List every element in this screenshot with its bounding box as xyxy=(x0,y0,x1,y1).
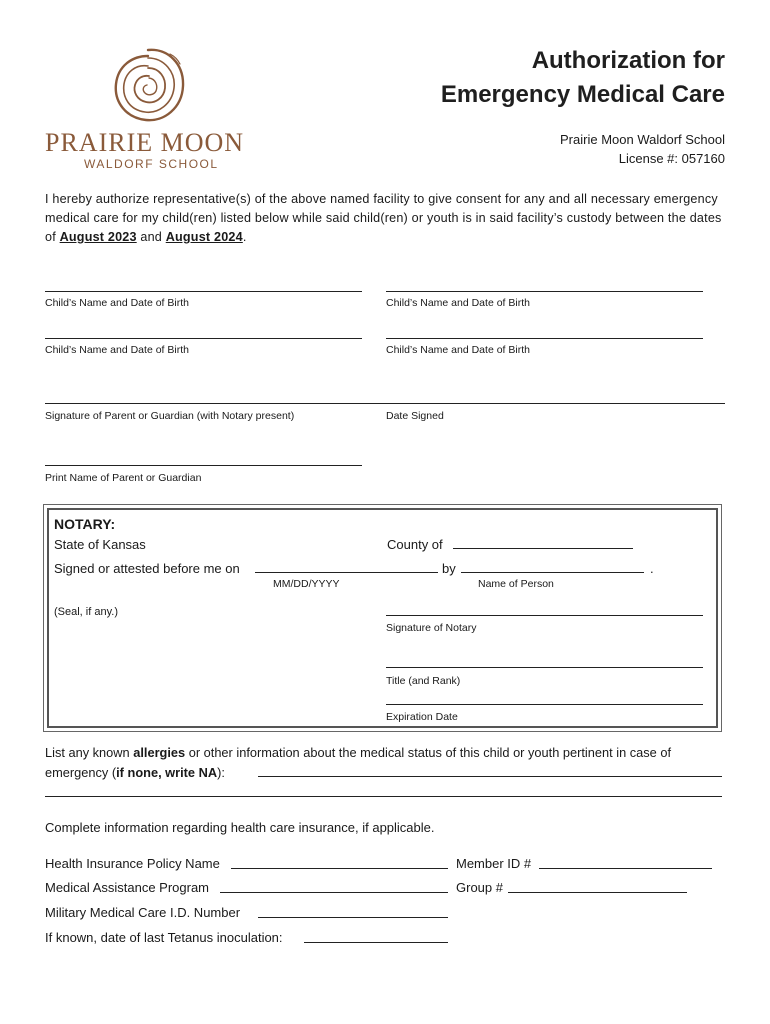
org-info xyxy=(425,130,725,168)
parent-signature-caption: Signature of Parent or Guardian (with Notary present) xyxy=(45,410,295,422)
expiration-caption: Expiration Date xyxy=(386,711,458,723)
logo-subtitle: WALDORF SCHOOL xyxy=(84,157,219,171)
org-name: Prairie Moon Waldorf School xyxy=(560,132,725,147)
child-2-line[interactable] xyxy=(386,291,703,292)
allergies-text xyxy=(45,743,735,783)
spiral-logo-icon xyxy=(108,44,188,126)
title-line-2: Emergency Medical Care xyxy=(440,81,725,108)
child-1-line[interactable] xyxy=(45,291,362,292)
page-title xyxy=(325,44,725,112)
date-start: August 2023 xyxy=(59,230,137,244)
child-3-line[interactable] xyxy=(45,338,362,339)
intro-period: . xyxy=(242,230,247,244)
child-4-caption: Child’s Name and Date of Birth xyxy=(386,344,530,356)
policy-name-line[interactable] xyxy=(231,868,448,869)
name-of-person-caption: Name of Person xyxy=(478,578,554,590)
child-4-line[interactable] xyxy=(386,338,703,339)
county-label: County of xyxy=(387,537,443,552)
allergies-line-2[interactable] xyxy=(45,796,722,797)
title-rank-caption: Title (and Rank) xyxy=(386,675,461,687)
military-line[interactable] xyxy=(258,917,448,918)
medical-assistance-label: Medical Assistance Program xyxy=(45,880,210,895)
date-format-caption: MM/DD/YYYY xyxy=(273,578,340,590)
title-line-1: Authorization for xyxy=(531,47,725,74)
child-1-caption: Child’s Name and Date of Birth xyxy=(45,297,189,309)
license-number: License #: 057160 xyxy=(618,151,725,166)
notary-box-inner xyxy=(47,508,718,728)
allergies-text-2: or other information about the medical status of this child or youth pertinent in case of emergency ( xyxy=(45,745,671,780)
logo-name: PRAIRIE MOON xyxy=(45,128,245,157)
title-rank-line[interactable] xyxy=(386,667,703,668)
notary-signature-line[interactable] xyxy=(386,615,703,616)
tetanus-line[interactable] xyxy=(304,942,448,943)
medical-assistance-line[interactable] xyxy=(220,892,448,893)
if-none-bold: if none, write NA xyxy=(116,765,218,780)
date-signed-caption: Date Signed xyxy=(386,410,444,422)
print-name-line[interactable] xyxy=(45,465,362,466)
tetanus-label: If known, date of last Tetanus inoculation: xyxy=(45,930,283,945)
group-label: Group # xyxy=(456,880,503,895)
county-line[interactable] xyxy=(453,548,633,549)
expiration-line[interactable] xyxy=(386,704,703,705)
member-id-label: Member ID # xyxy=(456,856,532,871)
child-2-caption: Child’s Name and Date of Birth xyxy=(386,297,530,309)
parent-signature-line[interactable] xyxy=(45,403,725,404)
notary-state: State of Kansas xyxy=(54,537,146,552)
military-label: Military Medical Care I.D. Number xyxy=(45,905,241,920)
allergies-bold: allergies xyxy=(133,745,186,760)
signed-date-line[interactable] xyxy=(255,572,438,573)
signed-label: Signed or attested before me on xyxy=(54,561,240,576)
print-name-caption: Print Name of Parent or Guardian xyxy=(45,472,202,484)
intro-connector: and xyxy=(136,230,166,244)
intro-text: I hereby authorize representative(s) of the above named facility to give consent for any and all necessary emergency medical care for my child(ren) listed below while said child(ren) or youth is in said facility’s custody between the dates of xyxy=(45,192,722,244)
signed-period: . xyxy=(650,561,654,576)
date-end: August 2024 xyxy=(165,230,243,244)
insurance-intro: Complete information regarding health care insurance, if applicable. xyxy=(45,820,435,835)
group-line[interactable] xyxy=(508,892,687,893)
person-name-line[interactable] xyxy=(461,572,644,573)
seal-caption: (Seal, if any.) xyxy=(54,606,118,618)
policy-name-label: Health Insurance Policy Name xyxy=(45,856,220,871)
allergies-text-3: ): xyxy=(217,765,225,780)
allergies-line-1[interactable] xyxy=(258,776,722,777)
allergies-text-1: List any known xyxy=(45,745,134,760)
member-id-line[interactable] xyxy=(539,868,712,869)
notary-heading: NOTARY: xyxy=(54,516,116,532)
child-3-caption: Child’s Name and Date of Birth xyxy=(45,344,189,356)
notary-signature-caption: Signature of Notary xyxy=(386,622,477,634)
by-label: by xyxy=(442,561,456,576)
authorization-paragraph xyxy=(45,190,735,247)
